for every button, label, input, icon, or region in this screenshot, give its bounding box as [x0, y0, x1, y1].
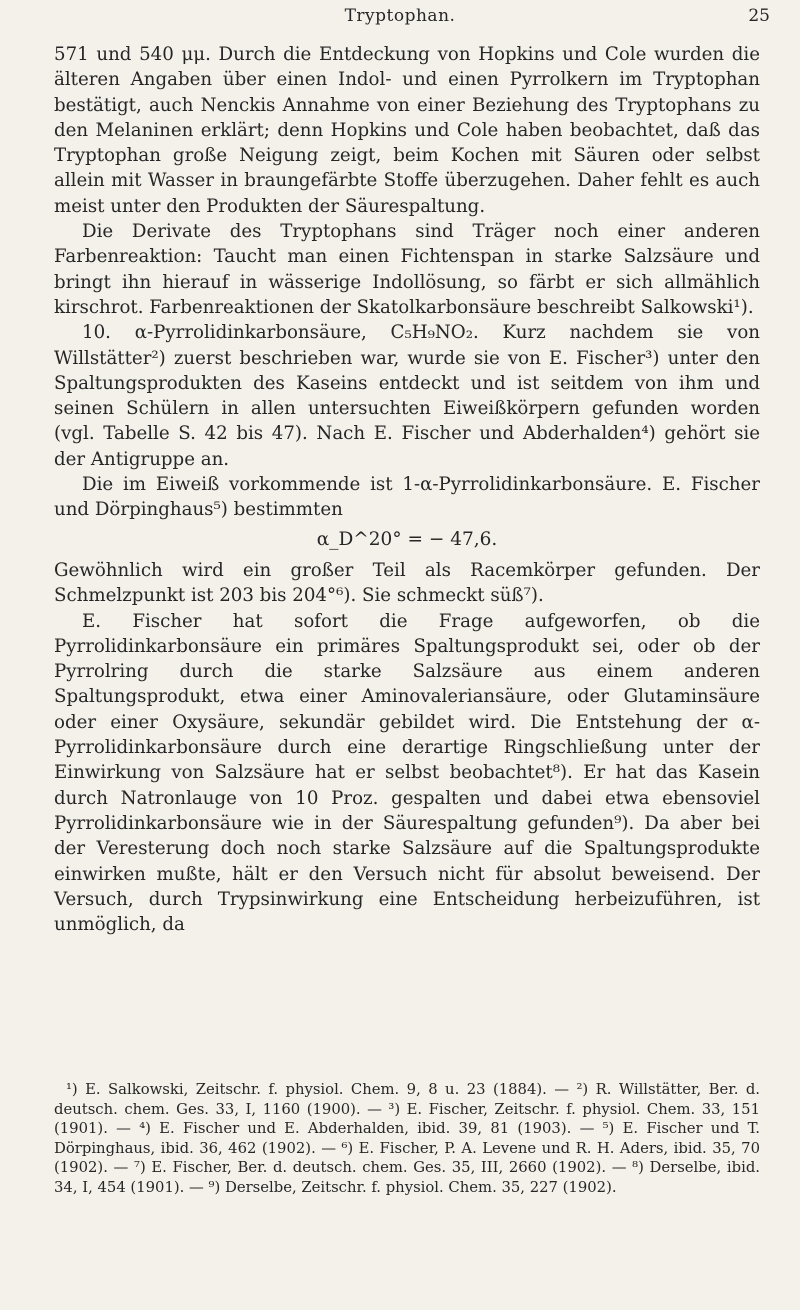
paragraph-2: Die Derivate des Tryptophans sind Träger noch einer anderen Farbenreaktion: Taucht man einen Fichtenspan in starke Salzsäure und bringt ihn hierauf in wässerige Indollösung, so färbt er sich allmählich kirschrot. Farbenreaktionen der Skatolkarbonsäure beschreibt Salkowski¹). [54, 221, 760, 318]
main-text [54, 42, 760, 937]
paragraph-3: 10. α-Pyrrolidinkarbonsäure, C₅H₉NO₂. Kurz nachdem sie von Willstätter²) zuerst beschrieben war, wurde sie von E. Fischer³) unter den Spaltungsprodukten des Kaseins entdeckt und ist seitdem von ihm und seinen Schülern in allen untersuchten Eiweißkörpern gefunden worden (vgl. Tabelle S. 42 bis 47). Nach E. Fischer und Abderhalden⁴) gehört sie der Antigruppe an. [54, 322, 760, 470]
paragraph-4: Die im Eiweiß vorkommende ist 1-α-Pyrrolidinkarbonsäure. E. Fischer und Dörpinghaus⁵) bestimmten [54, 474, 760, 521]
paragraph-5: Gewöhnlich wird ein großer Teil als Racemkörper gefunden. Der Schmelzpunkt ist 203 bis 204°⁶). Sie schmeckt süß⁷). [54, 559, 760, 607]
paragraph-6: E. Fischer hat sofort die Frage aufgeworfen, ob die Pyrrolidinkarbonsäure ein primäres Spaltungsprodukt sei, oder ob der Pyrrolring durch die starke Salzsäure aus einem anderen Spaltungsprodukt, etwa einer Aminovaleriansäure, oder Glutaminsäure oder einer Oxysäure, sekundär gebildet wird. Die Entstehung der α-Pyrrolidinkarbonsäure durch eine derartige Ringschließung unter der Einwirkung von Salzsäure hat er selbst beobachtet⁸). Er hat das Kasein durch Natronlauge von 10 Proz. gespalten und dabei etwa ebensoviel Pyrrolidinkarbonsäure wie in der Säurespaltung gefunden⁹). Da aber bei der Veresterung doch noch starke Salzsäure auf die Spaltungsprodukte einwirken mußte, hält er den Versuch nicht für absolut beweisend. Der Versuch, durch Trypsinwirkung eine Entscheidung herbeizuführen, ist unmöglich, da [54, 610, 760, 936]
footnotes [54, 1080, 760, 1198]
running-header-title: Tryptophan. [344, 6, 456, 26]
footnote-block: ¹) E. Salkowski, Zeitschr. f. physiol. Chem. 9, 8 u. 23 (1884). — ²) R. Willstätter, Ber. d. deutsch. chem. Ges. 33, I, 1160 (1900). — ³) E. Fischer, Zeitschr. f. physiol. Chem. 33, 151 (1901). — ⁴) E. Fischer und E. Abderhalden, ibid. 39, 81 (1903). — ⁵) E. Fischer und T. Dörpinghaus, ibid. 36, 462 (1902). — ⁶) E. Fischer, P. A. Levene und R. H. Aders, ibid. 35, 70 (1902). — ⁷) E. Fischer, Ber. d. deutsch. chem. Ges. 35, III, 2660 (1902). — ⁸) Derselbe, ibid. 34, I, 454 (1901). — ⁹) Derselbe, Zeitschr. f. physiol. Chem. 35, 227 (1902). [54, 1081, 760, 1196]
rotation-formula: α_D^20° = − 47,6. [316, 528, 498, 550]
page-number: 25 [748, 6, 770, 26]
paragraph-1: 571 und 540 μμ. Durch die Entdeckung von Hopkins und Cole wurden die älteren Angaben über einen Indol- und einen Pyrrolkern im Tryptophan bestätigt, auch Nenckis Annahme von einer Beziehung des Tryptophans zu den Melaninen erklärt; denn Hopkins und Cole haben beobachtet, daß das Tryptophan große Neigung zeigt, beim Kochen mit Säuren oder selbst allein mit Wasser in braungefärbte Stoffe überzugehen. Daher fehlt es auch meist unter den Produkten der Säurespaltung. [54, 44, 760, 217]
